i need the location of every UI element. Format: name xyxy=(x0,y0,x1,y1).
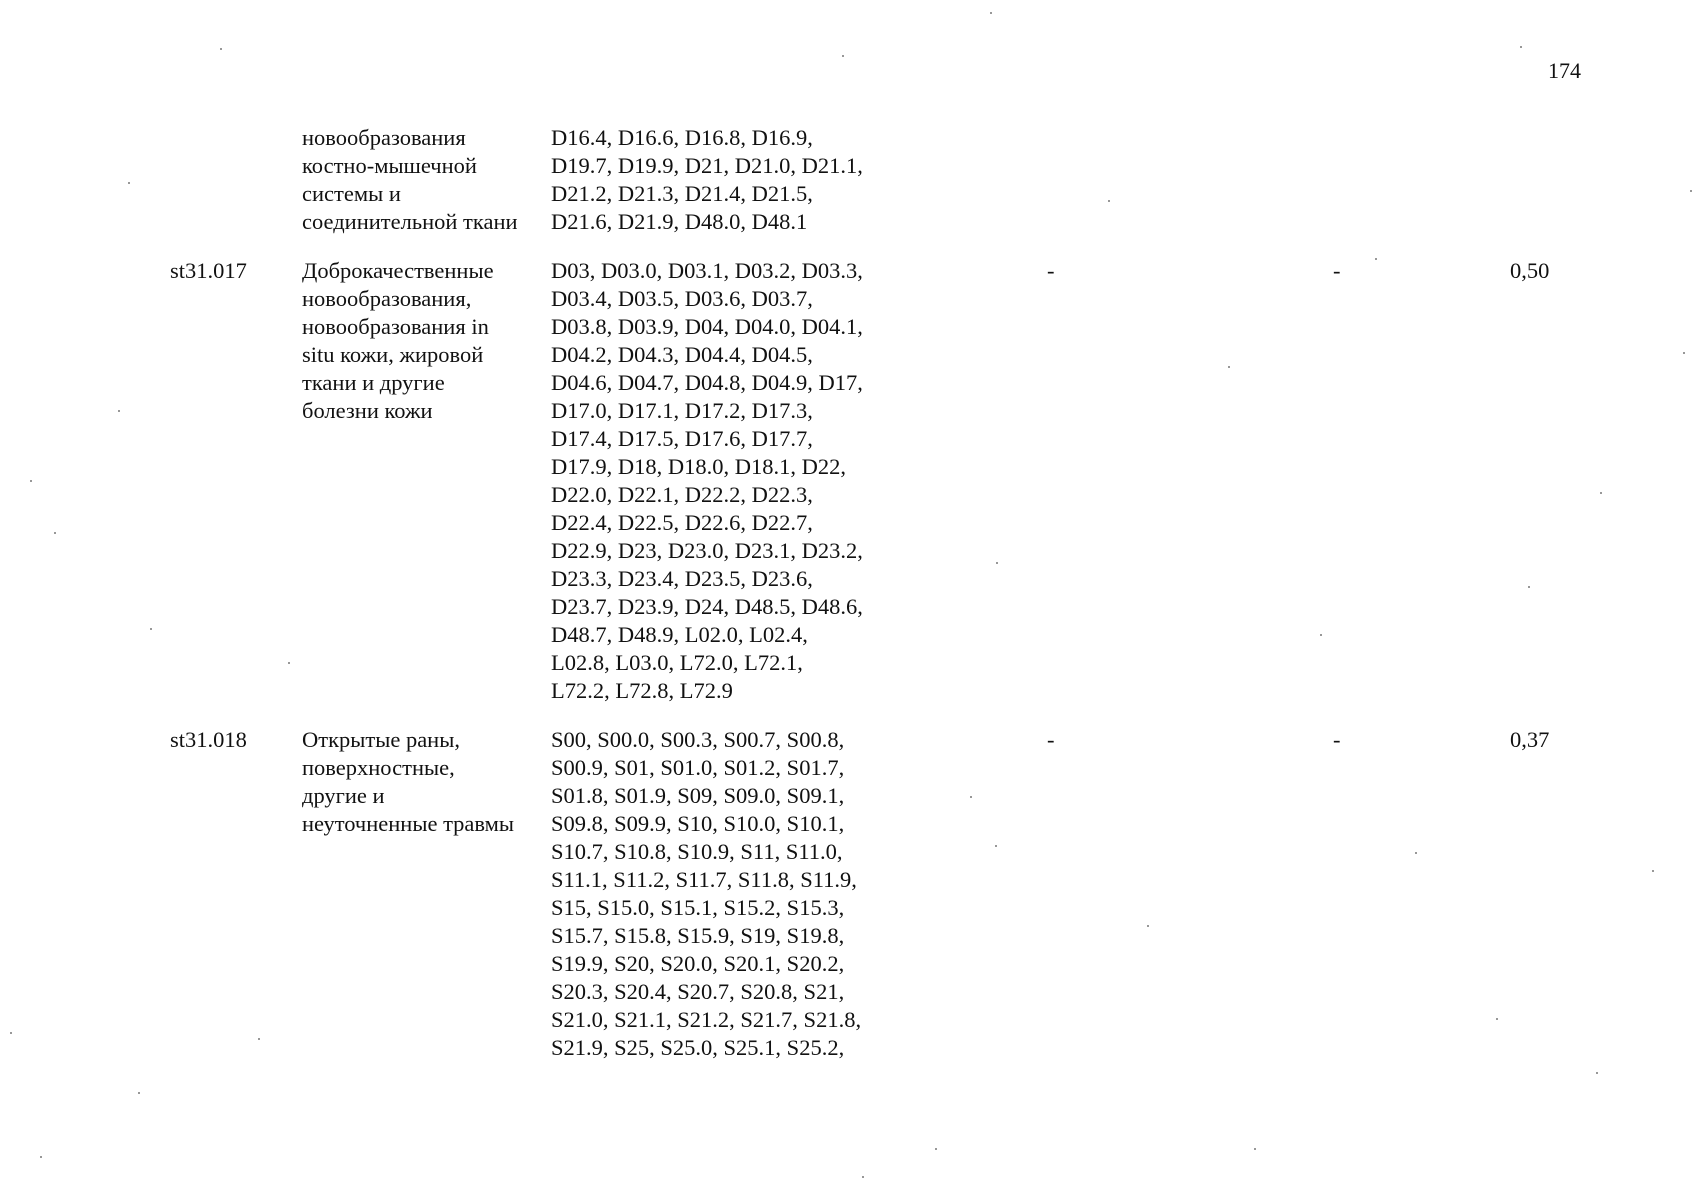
scan-speck xyxy=(1254,1148,1256,1150)
row-col4: - xyxy=(1047,727,1055,752)
name-line: новообразования in xyxy=(302,314,489,339)
scan-speck xyxy=(288,662,290,664)
name-line: situ кожи, жировой xyxy=(302,342,484,367)
row-col4: - xyxy=(1047,258,1055,283)
scan-speck xyxy=(150,628,152,630)
scan-speck xyxy=(220,48,222,50)
row-name xyxy=(302,124,552,236)
codes-line: D23.7, D23.9, D24, D48.5, D48.6, xyxy=(551,594,863,619)
codes-line: D03, D03.0, D03.1, D03.2, D03.3, xyxy=(551,258,863,283)
page-number: 174 xyxy=(1548,58,1581,83)
name-line: соединительной ткани xyxy=(302,209,518,234)
codes-line: D03.8, D03.9, D04, D04.0, D04.1, xyxy=(551,314,863,339)
codes-line: S21.9, S25, S25.0, S25.1, S25.2, xyxy=(551,1035,845,1060)
scan-speck xyxy=(862,1176,864,1178)
name-line: неуточненные травмы xyxy=(302,811,515,836)
codes-line: S21.0, S21.1, S21.2, S21.7, S21.8, xyxy=(551,1007,862,1032)
row-diagnosis-codes xyxy=(551,124,911,236)
codes-line: L02.8, L03.0, L72.0, L72.1, xyxy=(551,650,803,675)
codes-line: D22.9, D23, D23.0, D23.1, D23.2, xyxy=(551,538,863,563)
name-line: Открытые раны, xyxy=(302,727,460,752)
codes-line: D22.0, D22.1, D22.2, D22.3, xyxy=(551,482,813,507)
scan-speck xyxy=(40,1156,42,1158)
scan-speck xyxy=(842,55,844,57)
scan-speck xyxy=(1147,925,1149,927)
scan-speck xyxy=(1496,1018,1498,1020)
name-line: костно-мышечной xyxy=(302,153,477,178)
scan-speck xyxy=(138,1092,140,1094)
row-diagnosis-codes xyxy=(551,257,911,705)
codes-line: D21.6, D21.9, D48.0, D48.1 xyxy=(551,209,808,234)
table-row xyxy=(0,257,1698,705)
codes-line: S00, S00.0, S00.3, S00.7, S00.8, xyxy=(551,727,845,752)
table-row xyxy=(0,124,1698,236)
codes-line: S01.8, S01.9, S09, S09.0, S09.1, xyxy=(551,783,845,808)
codes-line: D04.6, D04.7, D04.8, D04.9, D17, xyxy=(551,370,863,395)
scan-speck xyxy=(1375,258,1377,260)
scan-speck xyxy=(128,182,130,184)
codes-line: S15, S15.0, S15.1, S15.2, S15.3, xyxy=(551,895,845,920)
name-line: болезни кожи xyxy=(302,398,433,423)
codes-line: S09.8, S09.9, S10, S10.0, S10.1, xyxy=(551,811,845,836)
name-line: новообразования, xyxy=(302,286,472,311)
scan-speck xyxy=(1228,366,1230,368)
row-name xyxy=(302,257,552,425)
scan-speck xyxy=(935,1148,937,1150)
codes-line: S20.3, S20.4, S20.7, S20.8, S21, xyxy=(551,979,845,1004)
name-line: ткани и другие xyxy=(302,370,445,395)
scan-speck xyxy=(118,410,120,412)
row-coefficient: 0,50 xyxy=(1510,258,1550,283)
scan-speck xyxy=(258,1038,260,1040)
codes-line: D16.4, D16.6, D16.8, D16.9, xyxy=(551,125,813,150)
codes-line: S00.9, S01, S01.0, S01.2, S01.7, xyxy=(551,755,845,780)
name-line: поверхностные, xyxy=(302,755,455,780)
scan-speck xyxy=(1415,852,1417,854)
name-line: системы и xyxy=(302,181,401,206)
scan-speck xyxy=(1520,46,1522,48)
row-code: st31.017 xyxy=(170,258,247,283)
codes-line: D21.2, D21.3, D21.4, D21.5, xyxy=(551,181,813,206)
codes-line: D03.4, D03.5, D03.6, D03.7, xyxy=(551,286,813,311)
name-line: новообразования xyxy=(302,125,466,150)
name-line: Доброкачественные xyxy=(302,258,494,283)
codes-line: S19.9, S20, S20.0, S20.1, S20.2, xyxy=(551,951,845,976)
codes-line: D23.3, D23.4, D23.5, D23.6, xyxy=(551,566,813,591)
scan-speck xyxy=(1600,492,1602,494)
scan-speck xyxy=(1690,190,1692,192)
row-diagnosis-codes xyxy=(551,726,911,1062)
scan-speck xyxy=(1320,634,1322,636)
name-line: другие и xyxy=(302,783,385,808)
table-row xyxy=(0,726,1698,1062)
row-coefficient: 0,37 xyxy=(1510,727,1550,752)
scan-speck xyxy=(990,12,992,14)
codes-line: D22.4, D22.5, D22.6, D22.7, xyxy=(551,510,813,535)
codes-line: S11.1, S11.2, S11.7, S11.8, S11.9, xyxy=(551,867,857,892)
scan-speck xyxy=(1652,870,1654,872)
row-name xyxy=(302,726,552,838)
codes-line: D48.7, D48.9, L02.0, L02.4, xyxy=(551,622,808,647)
scan-speck xyxy=(1596,1072,1598,1074)
row-code: st31.018 xyxy=(170,727,247,752)
codes-line: D04.2, D04.3, D04.4, D04.5, xyxy=(551,342,813,367)
scan-speck xyxy=(1683,352,1685,354)
codes-line: D17.9, D18, D18.0, D18.1, D22, xyxy=(551,454,846,479)
scan-speck xyxy=(995,845,997,847)
scan-speck xyxy=(10,1032,12,1034)
row-col5: - xyxy=(1333,258,1341,283)
scan-speck xyxy=(30,480,32,482)
row-col5: - xyxy=(1333,727,1341,752)
tariff-table xyxy=(0,124,1698,1083)
codes-line: S10.7, S10.8, S10.9, S11, S11.0, xyxy=(551,839,843,864)
codes-line: D17.4, D17.5, D17.6, D17.7, xyxy=(551,426,813,451)
codes-line: D19.7, D19.9, D21, D21.0, D21.1, xyxy=(551,153,863,178)
scan-speck xyxy=(1528,586,1530,588)
codes-line: S15.7, S15.8, S15.9, S19, S19.8, xyxy=(551,923,845,948)
codes-line: L72.2, L72.8, L72.9 xyxy=(551,678,733,703)
codes-line: D17.0, D17.1, D17.2, D17.3, xyxy=(551,398,813,423)
scan-speck xyxy=(996,562,998,564)
scan-speck xyxy=(970,796,972,798)
scan-speck xyxy=(1108,200,1110,202)
scan-speck xyxy=(54,532,56,534)
